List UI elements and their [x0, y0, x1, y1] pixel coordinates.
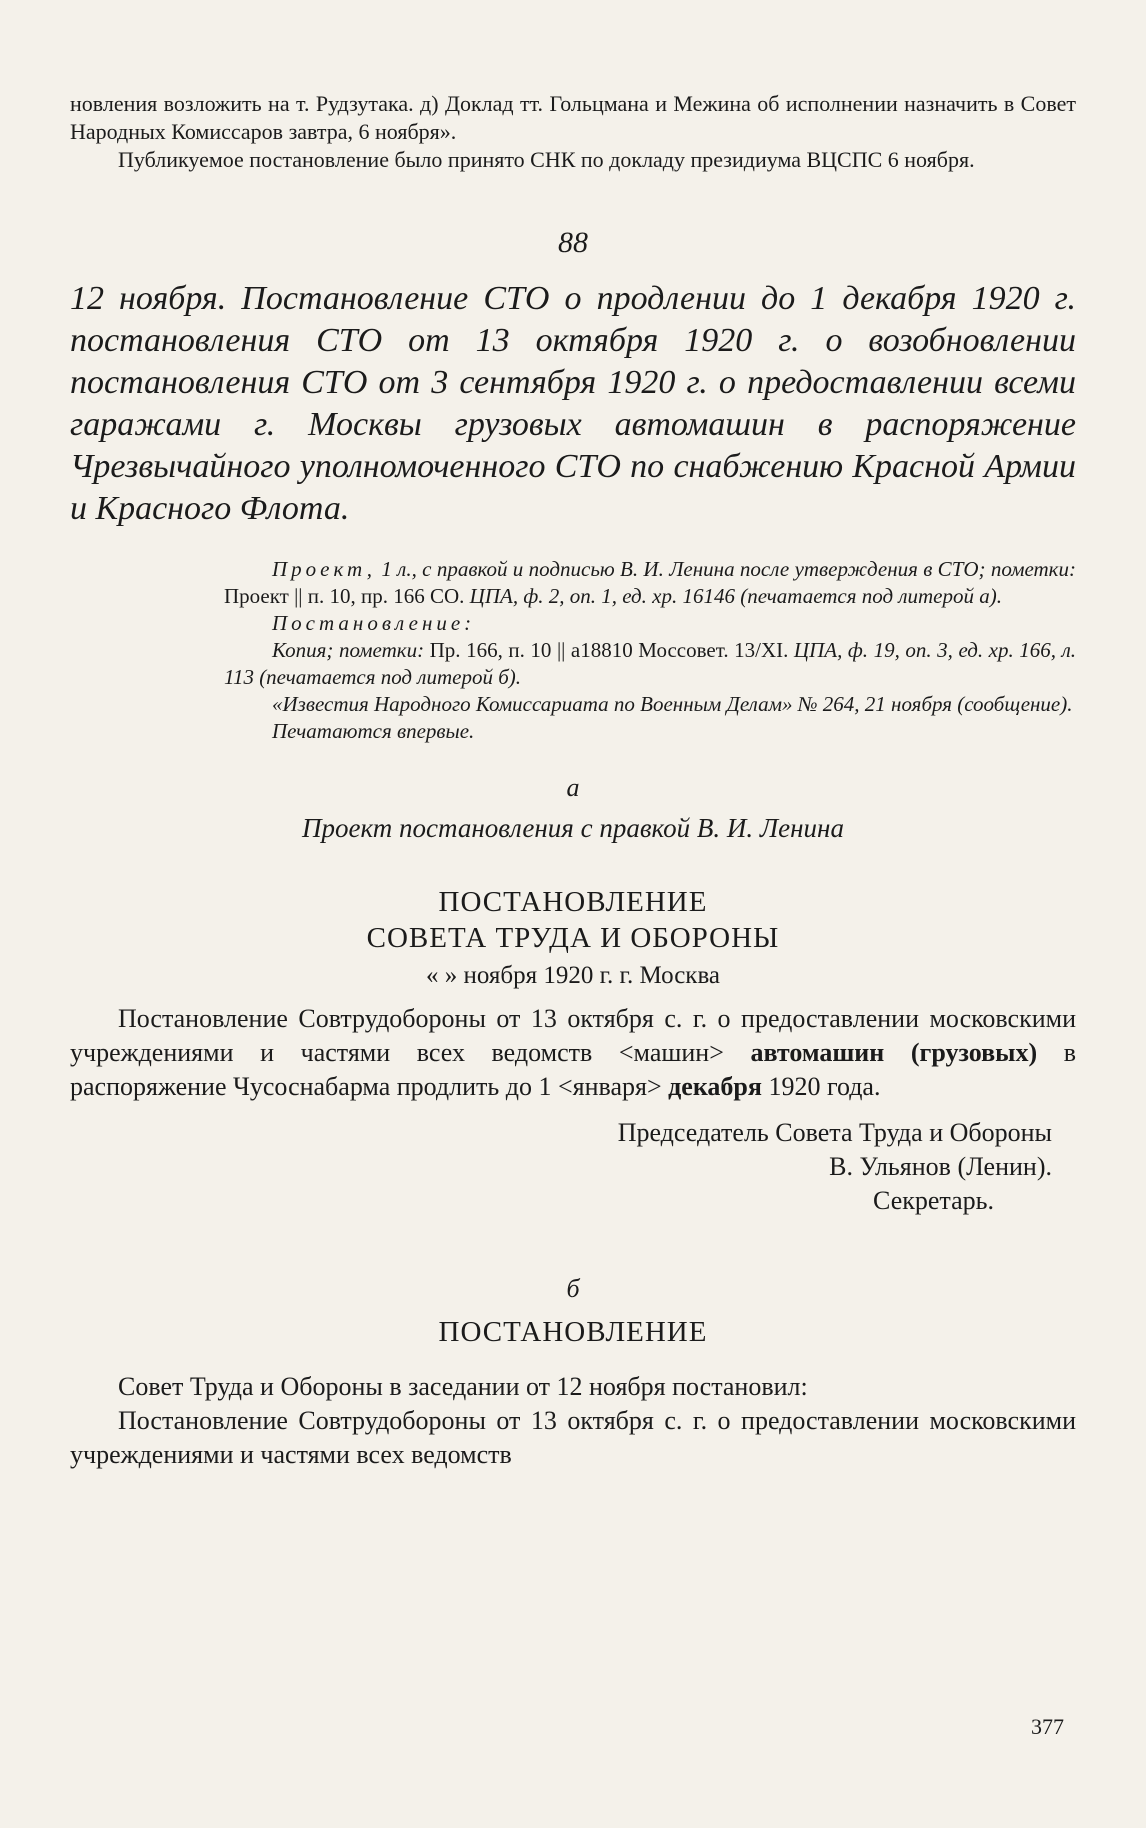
- carryover-text: [70, 90, 1076, 174]
- source-note-4: «Известия Народного Комиссариата по Военным Делам» № 264, 21 ноября (сообщение).: [272, 692, 1073, 716]
- section-b-paragraph-2: Постановление Совтрудобороны от 13 октября с. г. о предоставлении московскими учреждениями и частями всех ведомств: [70, 1406, 1076, 1469]
- source-note-1: [224, 556, 1076, 610]
- decree-text-part2: в распоряжение Чусоснабарма продлить до 1: [70, 1038, 1077, 1101]
- signature-name: В. Ульянов (Ленин).: [829, 1152, 1052, 1181]
- section-b-body: [70, 1370, 1076, 1472]
- source-notes: [224, 556, 1076, 745]
- decree-text: [70, 1002, 1076, 1104]
- source-note-1b: Проект || п. 10, пр. 166 СО.: [224, 584, 465, 608]
- inserted-word-2: декабря: [661, 1072, 762, 1101]
- source-label-decree: Постановление:: [272, 611, 476, 635]
- decree-dateline: « » ноября 1920 г. г. Москва: [425, 962, 721, 989]
- source-note-5: Печатаются впервые.: [272, 719, 475, 743]
- source-note-3: [224, 637, 1076, 691]
- source-note-1a: 1 л., с правкой и подписью В. И. Ленина после утверждения в СТО; пометки:: [381, 557, 1076, 581]
- decree-text-part3: 1920 года.: [761, 1072, 881, 1101]
- decree-title-line2: СОВЕТА ТРУДА И ОБОРОНЫ: [366, 922, 780, 954]
- section-a-body: [70, 1002, 1076, 1104]
- source-label-project: Проект,: [272, 557, 376, 581]
- section-b-decree-title: ПОСТАНОВЛЕНИЕ: [438, 1316, 708, 1348]
- section-b-paragraph-1: Совет Труда и Обороны в заседании от 12 ноября постановил:: [118, 1372, 808, 1401]
- source-note-1c: ЦПА, ф. 2, оп. 1, ед. хр. 16146 (печатается под литерой а).: [469, 584, 1002, 608]
- decree-text-part1: Постановление Совтрудобороны от 13 октября с. г. о предоставлении московскими учреждениями и частями всех ведомств: [70, 1004, 1076, 1067]
- signature-position: Председатель Совета Труда и Обороны: [617, 1118, 1052, 1147]
- carryover-paragraph: новления возложить на т. Рудзутака. д) Доклад тт. Гольцмана и Межина об исполнении назначить в Совет Народных Комиссаров завтра, 6 ноября».: [70, 91, 1076, 144]
- source-note-3a: Копия; пометки:: [272, 638, 425, 662]
- document-heading: 12 ноября. Постановление СТО о продлении до 1 декабря 1920 г. постановления СТО от 13 октября 1920 г. о возобновлении постановления СТО от 3 сентября 1920 г. о предоставлении всеми гаражами г. Москвы грузовых автомашин в распоряжение Чрезвычайного уполномоченного СТО по снабжению Красной Армии и Красного Флота.: [70, 280, 1076, 527]
- inserted-word-1: автомашин (грузовых): [723, 1038, 1038, 1067]
- deleted-word-2: <января>: [557, 1072, 662, 1101]
- page-number: 377: [1031, 1714, 1064, 1739]
- signature-block: [70, 1116, 1052, 1218]
- source-note-2: [224, 610, 1076, 637]
- decree-title-line1: ПОСТАНОВЛЕНИЕ: [438, 886, 708, 918]
- publication-note: Публикуемое постановление было принято СНК по докладу президиума ВЦСПС 6 ноября.: [118, 147, 975, 172]
- section-a-letter: а: [566, 773, 580, 802]
- signature-secretary: Секретарь.: [873, 1186, 994, 1215]
- document-number: 88: [558, 226, 588, 259]
- section-b-letter: б: [566, 1274, 580, 1303]
- source-note-3b: Пр. 166, п. 10 || а18810 Моссовет. 13/XI.: [429, 638, 789, 662]
- source-note-3c: ЦПА, ф. 19, оп. 3, ед. хр. 166, л. 113 (печатается под литерой б).: [224, 638, 1076, 689]
- section-a-title: Проект постановления с правкой В. И. Ленина: [302, 813, 844, 843]
- deleted-word-1: <машин>: [618, 1038, 724, 1067]
